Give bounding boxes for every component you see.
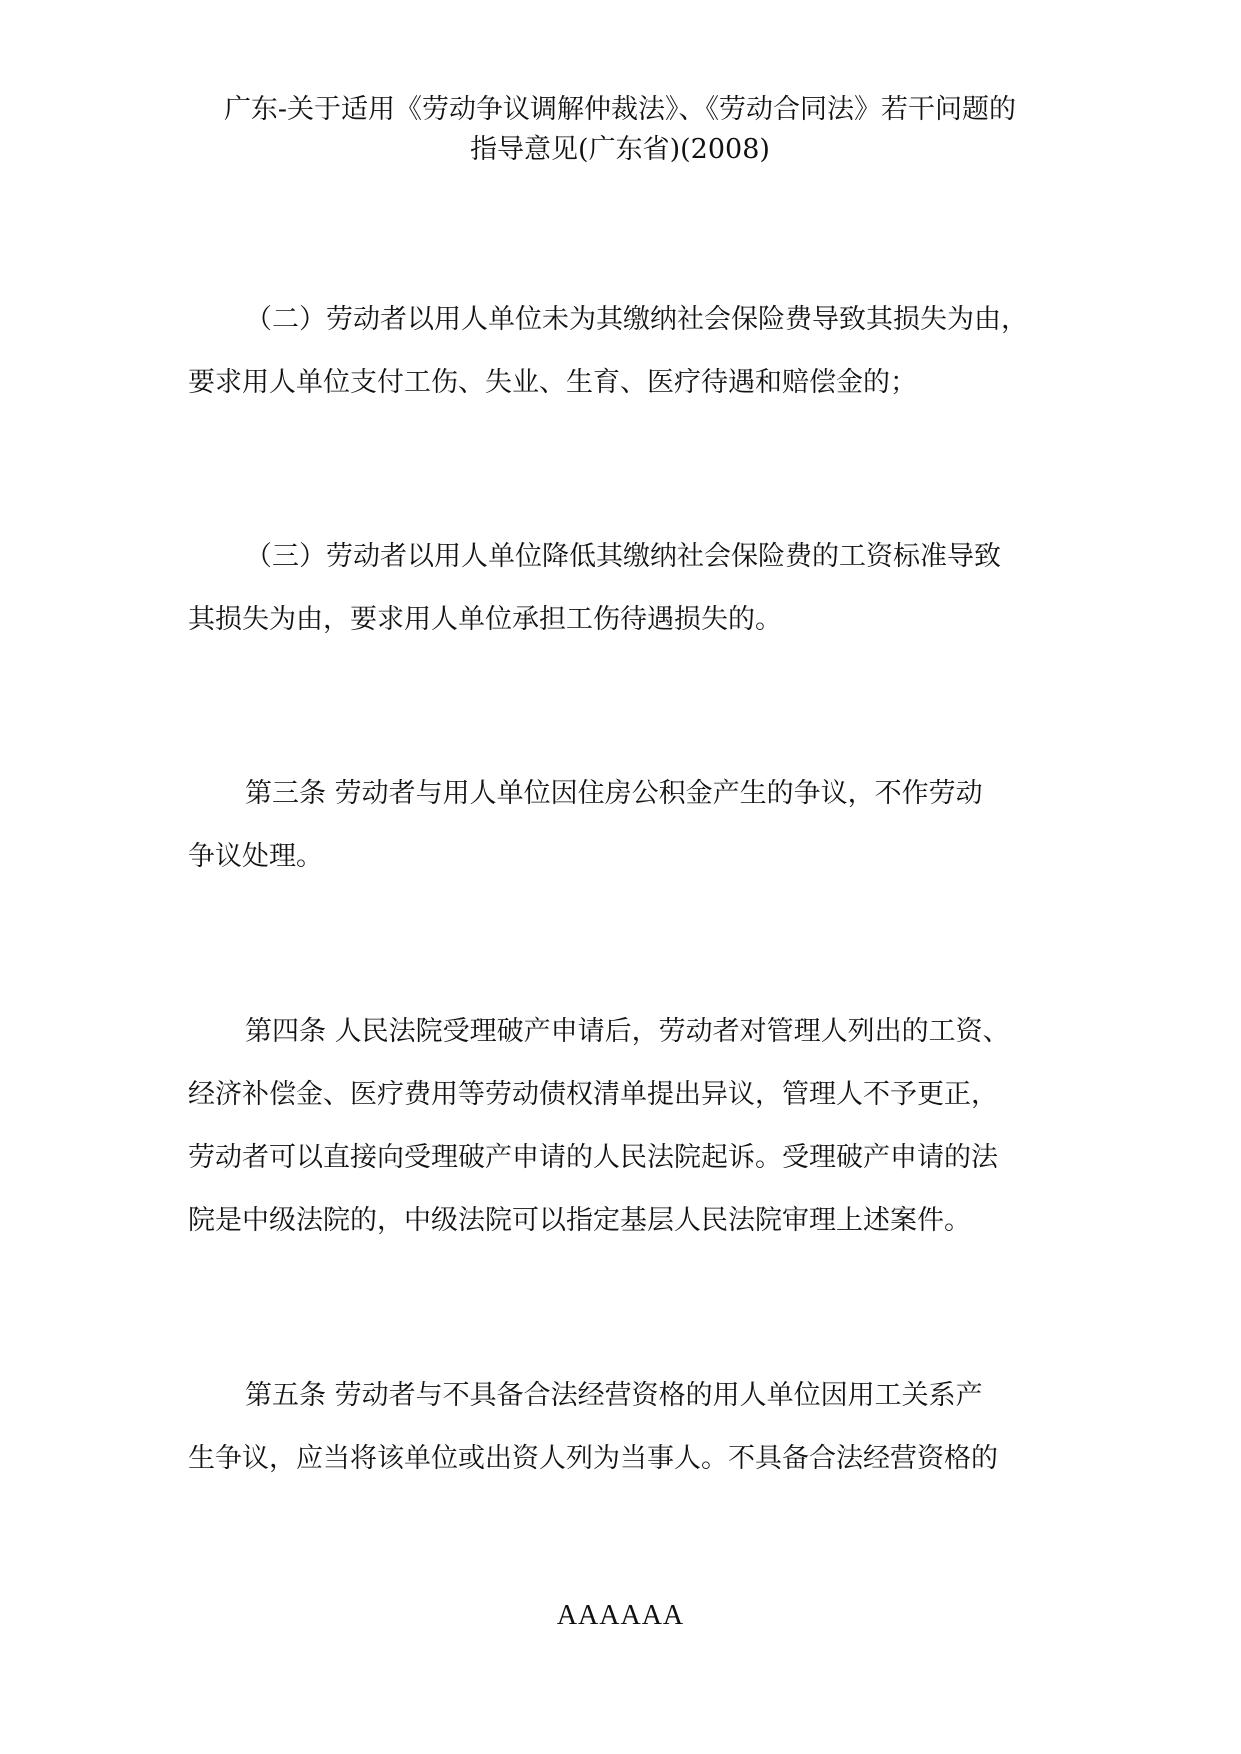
paragraph-line: 其损失为由，要求用人单位承担工伤待遇损失的。 [188,604,782,635]
paragraph-line: （二）劳动者以用人单位未为其缴纳社会保险费导致其损失为由， [245,304,1028,335]
paragraph-line: 要求用人单位支付工伤、失业、生育、医疗待遇和赔偿金的； [188,367,917,398]
document-title [150,90,1090,170]
paragraph-line: 第四条 人民法院受理破产申请后，劳动者对管理人列出的工资、 [245,1016,1010,1047]
paragraph-article-5 [188,1364,1068,1490]
page-footer: AAAAAA [556,1600,685,1631]
paragraph-article-3 [188,762,1068,888]
paragraph-line: 第五条 劳动者与不具备合法经营资格的用人单位因用工关系产 [245,1380,983,1411]
paragraph-line: 院是中级法院的，中级法院可以指定基层人民法院审理上述案件。 [188,1205,971,1236]
paragraph-line: 第三条 劳动者与用人单位因住房公积金产生的争议，不作劳动 [245,778,983,809]
paragraph-clause-3 [188,525,1068,651]
title-line: 指导意见(广东省)(2008) [470,134,770,165]
paragraph-line: 经济补偿金、医疗费用等劳动债权清单提出异议，管理人不予更正， [188,1079,998,1110]
title-line: 广东-关于适用《劳动争议调解仲裁法》、《劳动合同法》若干问题的 [223,94,1017,125]
paragraph-line: 劳动者可以直接向受理破产申请的人民法院起诉。受理破产申请的法 [188,1142,998,1173]
paragraph-clause-2 [188,288,1068,414]
paragraph-line: 争议处理。 [188,841,323,872]
paragraph-article-4 [188,1000,1068,1252]
paragraph-line: 生争议，应当将该单位或出资人列为当事人。不具备合法经营资格的 [188,1443,998,1474]
paragraph-line: （三）劳动者以用人单位降低其缴纳社会保险费的工资标准导致 [245,541,1001,572]
